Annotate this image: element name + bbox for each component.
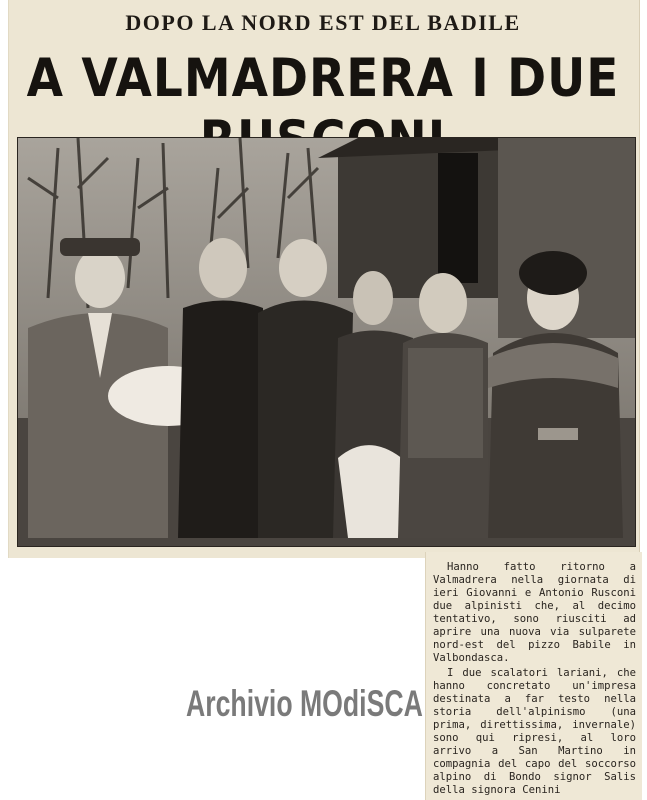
- article-kicker: DOPO LA NORD EST DEL BADILE: [125, 10, 521, 35]
- article-paragraph-2: I due scalatori lariani, che hanno concretato un'impresa destinata a far testo nella storia dell'alpinismo (una prima, direttissima, invernale) sono qui ripresi, al loro arrivo a San Martino in compagnia del capo del soccorso alpino di Bondo signor Salis della signora Cenini: [433, 667, 636, 796]
- photo-icon: [18, 138, 635, 546]
- article-paragraph-1: Hanno fatto ritorno a Valmadrera nella giornata di ieri Giovanni e Antonio Rusconi due alpinisti che, al decimo tentativo, sono riusciti ad aprire una nuova via sulparete nord-est del pizzo Babile in Valbondasca.: [433, 561, 636, 664]
- news-photo: [17, 137, 636, 547]
- article-body: [433, 561, 636, 797]
- article-headline: A VALMADRERA I DUE: [26, 48, 620, 110]
- archive-watermark: Archivio MOdiSCA: [186, 683, 423, 724]
